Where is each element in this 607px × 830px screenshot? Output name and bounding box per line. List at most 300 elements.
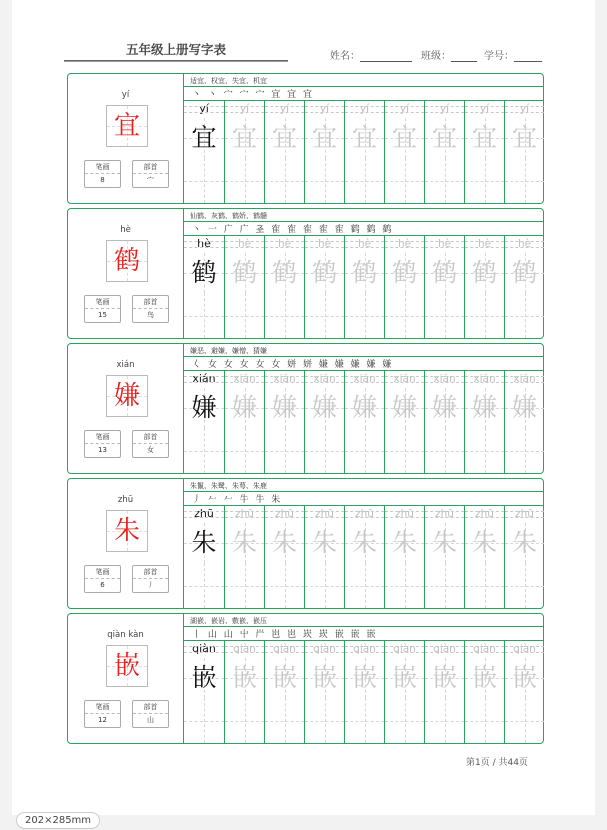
practice-area: [184, 479, 543, 608]
blank-writing-cell[interactable]: [305, 698, 344, 743]
trace-character: 嵌: [511, 663, 537, 692]
grid-guide: [385, 316, 424, 317]
stroke-count-box: [84, 565, 121, 593]
grid-guide: [265, 721, 304, 722]
practice-column[interactable]: [344, 235, 384, 338]
blank-writing-cell[interactable]: [305, 428, 344, 473]
writing-cell[interactable]: [505, 658, 544, 698]
pinyin-guide-line: [385, 517, 424, 518]
pinyin-guide-line: [184, 511, 224, 512]
practice-column[interactable]: [464, 235, 504, 338]
character-pinyin: yí: [121, 90, 130, 100]
practice-column[interactable]: [424, 100, 464, 203]
page-size-badge: 202×285mm: [16, 812, 100, 829]
character-display: 嵌: [113, 651, 140, 681]
blank-writing-cell[interactable]: [345, 563, 384, 608]
blank-writing-cell[interactable]: [345, 158, 384, 203]
character-info-panel: [68, 479, 184, 608]
practice-column[interactable]: [304, 640, 344, 743]
blank-writing-cell[interactable]: [465, 428, 504, 473]
character-block: [67, 208, 544, 339]
blank-writing-cell[interactable]: [265, 158, 304, 203]
pinyin-guide-line: [505, 106, 544, 107]
writing-cell[interactable]: [425, 658, 464, 698]
blank-writing-cell[interactable]: [425, 698, 464, 743]
pinyin-trace: hè: [437, 238, 452, 250]
blank-writing-cell[interactable]: [225, 293, 264, 338]
blank-writing-cell[interactable]: [385, 158, 424, 203]
pinyin-guide-line: [184, 646, 224, 647]
writing-cell[interactable]: [305, 253, 344, 293]
practice-column[interactable]: [224, 370, 264, 473]
practice-column[interactable]: [184, 505, 224, 608]
writing-cell[interactable]: [225, 523, 264, 563]
stroke-count-value: 13: [98, 446, 107, 454]
pinyin-guide-line: [225, 106, 264, 107]
writing-cell[interactable]: [505, 118, 544, 158]
pinyin-trace: hè: [237, 238, 252, 250]
grid-guide: [465, 316, 504, 317]
pinyin-guide-line: [305, 652, 344, 653]
blank-writing-cell[interactable]: [465, 698, 504, 743]
pinyin-trace: yí: [319, 103, 330, 115]
pinyin-guide-line: [505, 652, 544, 653]
trace-character: 宜: [311, 123, 337, 152]
pinyin-guide-line: [465, 382, 504, 383]
trace-character: 嫌: [351, 393, 377, 422]
practice-column[interactable]: [464, 100, 504, 203]
pinyin-guide-line: [305, 247, 344, 248]
pinyin-guide-line: [345, 247, 384, 248]
character-block: [67, 613, 544, 744]
writing-cell[interactable]: [265, 253, 304, 293]
model-character: 鹤: [191, 258, 217, 287]
pinyin-trace: zhū: [515, 508, 534, 520]
grid-guide: [225, 451, 264, 452]
pinyin-trace: yí: [399, 103, 410, 115]
blank-writing-cell[interactable]: [305, 293, 344, 338]
blank-writing-cell[interactable]: [265, 293, 304, 338]
character-display: 朱: [113, 516, 140, 546]
blank-writing-cell[interactable]: [505, 698, 544, 743]
pinyin-guide-line: [305, 646, 344, 647]
writing-cell[interactable]: [425, 253, 464, 293]
blank-writing-cell[interactable]: [385, 563, 424, 608]
blank-writing-cell[interactable]: [385, 428, 424, 473]
pinyin-guide-line: [465, 247, 504, 248]
practice-column[interactable]: [384, 505, 424, 608]
writing-cell[interactable]: [305, 523, 344, 563]
name-label: 姓名：: [330, 51, 360, 62]
pinyin-guide-line: [505, 376, 544, 377]
radical-label: 部首: [133, 161, 168, 174]
writing-cell[interactable]: [305, 658, 344, 698]
grid-guide: [265, 586, 304, 587]
trace-character: 嵌: [431, 663, 457, 692]
pinyin-guide-line: [425, 376, 464, 377]
writing-cell[interactable]: [465, 523, 504, 563]
grid-guide: [385, 181, 424, 182]
writing-cell[interactable]: [425, 388, 464, 428]
pinyin-trace: zhū: [355, 508, 374, 520]
practice-column[interactable]: [464, 370, 504, 473]
practice-column[interactable]: [504, 370, 544, 473]
practice-column[interactable]: [304, 370, 344, 473]
blank-writing-cell[interactable]: [425, 158, 464, 203]
grid-guide: [425, 721, 464, 722]
practice-column[interactable]: [344, 370, 384, 473]
practice-column[interactable]: [184, 100, 224, 203]
pinyin-guide-line: [465, 106, 504, 107]
pinyin-guide-line: [305, 517, 344, 518]
trace-character: 嫌: [311, 393, 337, 422]
writing-cell[interactable]: [465, 388, 504, 428]
character-display-box: [106, 510, 148, 552]
pinyin-trace: qiàn: [433, 643, 456, 655]
radical-label: 部首: [133, 566, 168, 579]
blank-writing-cell[interactable]: [265, 563, 304, 608]
pinyin-guide-line: [305, 106, 344, 107]
grid-guide: [305, 721, 344, 722]
writing-cell[interactable]: [225, 658, 264, 698]
writing-cell[interactable]: [345, 658, 384, 698]
writing-cell[interactable]: [184, 388, 224, 428]
pinyin-guide-line: [305, 112, 344, 113]
blank-writing-cell[interactable]: [184, 563, 224, 608]
trace-character: 朱: [311, 528, 337, 557]
trace-character: 宜: [391, 123, 417, 152]
grid-guide: [184, 316, 224, 317]
practice-column[interactable]: [464, 505, 504, 608]
radical-box: [132, 160, 169, 188]
trace-character: 嫌: [391, 393, 417, 422]
blank-writing-cell[interactable]: [225, 428, 264, 473]
pinyin-guide-line: [505, 517, 544, 518]
grid-guide: [265, 451, 304, 452]
pinyin-trace: qiàn: [393, 643, 416, 655]
pinyin-guide-line: [305, 241, 344, 242]
pinyin-guide-line: [505, 241, 544, 242]
practice-column[interactable]: [224, 640, 264, 743]
pinyin-trace: yí: [359, 103, 370, 115]
blank-writing-cell[interactable]: [345, 293, 384, 338]
writing-cell[interactable]: [385, 523, 424, 563]
writing-cell[interactable]: [225, 118, 264, 158]
id-field[interactable]: [484, 47, 542, 62]
writing-cell[interactable]: [305, 388, 344, 428]
writing-cell[interactable]: [265, 118, 304, 158]
writing-cell[interactable]: [345, 523, 384, 563]
grid-guide: [385, 586, 424, 587]
practice-grid: [184, 640, 544, 743]
practice-column[interactable]: [264, 370, 304, 473]
character-pinyin: hè: [120, 225, 131, 235]
pinyin-guide-line: [345, 382, 384, 383]
writing-cell[interactable]: [345, 388, 384, 428]
practice-column[interactable]: [504, 505, 544, 608]
pinyin-guide-line: [184, 652, 224, 653]
character-pinyin: qiàn kàn: [107, 630, 144, 640]
pinyin-trace: hè: [397, 238, 412, 250]
pinyin-guide-line: [225, 112, 264, 113]
radical-label: 部首: [133, 296, 168, 309]
writing-cell[interactable]: [425, 118, 464, 158]
stroke-order: 丿 𠂉 𠂉 牛 牛 朱: [192, 495, 283, 505]
name-field[interactable]: [330, 47, 412, 62]
trace-character: 宜: [511, 123, 537, 152]
writing-cell[interactable]: [225, 253, 264, 293]
pinyin-guide-line: [425, 241, 464, 242]
pinyin-guide-line: [225, 382, 264, 383]
practice-column[interactable]: [344, 505, 384, 608]
class-label: 班级：: [421, 51, 451, 62]
grid-guide: [184, 451, 224, 452]
grid-guide: [385, 451, 424, 452]
blank-writing-cell[interactable]: [184, 293, 224, 338]
pinyin-guide-line: [465, 652, 504, 653]
grid-guide: [345, 316, 384, 317]
radical-box: [132, 700, 169, 728]
writing-cell[interactable]: [184, 523, 224, 563]
writing-cell[interactable]: [265, 658, 304, 698]
writing-cell[interactable]: [465, 658, 504, 698]
practice-column[interactable]: [384, 235, 424, 338]
trace-character: 宜: [231, 123, 257, 152]
pinyin-guide-line: [225, 247, 264, 248]
trace-character: 鹤: [351, 258, 377, 287]
writing-cell[interactable]: [385, 388, 424, 428]
practice-column[interactable]: [504, 235, 544, 338]
trace-character: 鹤: [271, 258, 297, 287]
pinyin-guide-line: [225, 241, 264, 242]
title-underline: [64, 61, 288, 62]
grid-guide: [505, 586, 544, 587]
pinyin-trace: qiàn: [233, 643, 256, 655]
grid-guide: [184, 181, 224, 182]
writing-cell[interactable]: [465, 118, 504, 158]
pinyin-trace: yí: [279, 103, 290, 115]
practice-column[interactable]: [464, 640, 504, 743]
practice-column[interactable]: [184, 235, 224, 338]
writing-cell[interactable]: [184, 118, 224, 158]
blank-writing-cell[interactable]: [505, 428, 544, 473]
blank-writing-cell[interactable]: [345, 698, 384, 743]
writing-cell[interactable]: [265, 388, 304, 428]
practice-column[interactable]: [384, 640, 424, 743]
blank-writing-cell[interactable]: [465, 158, 504, 203]
writing-cell[interactable]: [465, 253, 504, 293]
practice-column[interactable]: [424, 505, 464, 608]
grid-guide: [345, 586, 384, 587]
practice-area: [184, 344, 543, 473]
pinyin-guide-line: [184, 112, 224, 113]
pinyin-guide-line: [265, 511, 304, 512]
pinyin-guide-line: [465, 646, 504, 647]
grid-guide: [345, 721, 384, 722]
pinyin-guide-line: [425, 106, 464, 107]
writing-cell[interactable]: [385, 658, 424, 698]
writing-cell[interactable]: [265, 523, 304, 563]
practice-column[interactable]: [184, 640, 224, 743]
practice-column[interactable]: [184, 370, 224, 473]
blank-writing-cell[interactable]: [425, 293, 464, 338]
practice-column[interactable]: [264, 505, 304, 608]
writing-cell[interactable]: [505, 388, 544, 428]
practice-column[interactable]: [384, 100, 424, 203]
pinyin-guide-line: [505, 646, 544, 647]
practice-column[interactable]: [304, 100, 344, 203]
blank-writing-cell[interactable]: [425, 563, 464, 608]
writing-cell[interactable]: [385, 118, 424, 158]
trace-character: 嵌: [391, 663, 417, 692]
practice-column[interactable]: [504, 640, 544, 743]
pinyin-guide-line: [385, 511, 424, 512]
radical-box: [132, 295, 169, 323]
practice-column[interactable]: [224, 100, 264, 203]
practice-column[interactable]: [344, 640, 384, 743]
grid-guide: [265, 316, 304, 317]
trace-character: 朱: [431, 528, 457, 557]
grid-guide: [184, 586, 224, 587]
blank-writing-cell[interactable]: [225, 698, 264, 743]
writing-cell[interactable]: [505, 253, 544, 293]
blank-writing-cell[interactable]: [465, 563, 504, 608]
pinyin-guide-line: [345, 241, 384, 242]
radical-value: 鸟: [147, 311, 154, 319]
pinyin-trace: yí: [519, 103, 530, 115]
pinyin-guide-line: [305, 376, 344, 377]
example-words: 湖嵌、嵌岩、敷嵌、嵌压: [190, 617, 267, 625]
practice-column[interactable]: [304, 505, 344, 608]
pinyin-guide-line: [505, 511, 544, 512]
trace-character: 宜: [471, 123, 497, 152]
blank-writing-cell[interactable]: [465, 293, 504, 338]
blank-writing-cell[interactable]: [345, 428, 384, 473]
grid-guide: [465, 586, 504, 587]
stroke-count-label: 笔画: [85, 296, 120, 309]
pinyin-guide-line: [225, 646, 264, 647]
blank-writing-cell[interactable]: [385, 293, 424, 338]
pinyin-guide-line: [425, 646, 464, 647]
writing-cell[interactable]: [385, 253, 424, 293]
practice-column[interactable]: [424, 235, 464, 338]
radical-box: [132, 430, 169, 458]
writing-cell[interactable]: [225, 388, 264, 428]
blank-writing-cell[interactable]: [505, 158, 544, 203]
pinyin-trace: hè: [517, 238, 532, 250]
trace-character: 嫌: [471, 393, 497, 422]
blank-writing-cell[interactable]: [265, 428, 304, 473]
pinyin-trace: zhū: [315, 508, 334, 520]
writing-cell[interactable]: [305, 118, 344, 158]
grid-guide: [425, 316, 464, 317]
trace-character: 嫌: [231, 393, 257, 422]
practice-column[interactable]: [264, 100, 304, 203]
practice-grid: [184, 505, 544, 608]
practice-column[interactable]: [384, 370, 424, 473]
pinyin-guide-line: [465, 376, 504, 377]
blank-writing-cell[interactable]: [505, 293, 544, 338]
pinyin-guide-line: [265, 106, 304, 107]
grid-guide: [425, 586, 464, 587]
radical-label: 部首: [133, 431, 168, 444]
trace-character: 朱: [471, 528, 497, 557]
writing-cell[interactable]: [184, 253, 224, 293]
practice-column[interactable]: [424, 640, 464, 743]
blank-writing-cell[interactable]: [385, 698, 424, 743]
practice-column[interactable]: [344, 100, 384, 203]
grid-guide: [505, 451, 544, 452]
pinyin-trace: yí: [479, 103, 490, 115]
grid-guide: [385, 721, 424, 722]
blank-writing-cell[interactable]: [505, 563, 544, 608]
pinyin-trace: hè: [477, 238, 492, 250]
blank-writing-cell[interactable]: [225, 158, 264, 203]
practice-column[interactable]: [504, 100, 544, 203]
trace-character: 朱: [271, 528, 297, 557]
id-line: [514, 51, 542, 62]
trace-character: 嵌: [471, 663, 497, 692]
pinyin-guide-line: [265, 652, 304, 653]
writing-cell[interactable]: [345, 253, 384, 293]
pinyin-trace: xián: [273, 373, 296, 385]
writing-cell[interactable]: [425, 523, 464, 563]
writing-cell[interactable]: [505, 523, 544, 563]
character-display: 嫌: [113, 381, 140, 411]
writing-cell[interactable]: [184, 658, 224, 698]
pinyin-guide-line: [425, 517, 464, 518]
grid-guide: [345, 181, 384, 182]
writing-cell[interactable]: [345, 118, 384, 158]
grid-guide: [225, 586, 264, 587]
blank-writing-cell[interactable]: [184, 158, 224, 203]
pinyin-guide-line: [225, 376, 264, 377]
practice-column[interactable]: [264, 640, 304, 743]
pinyin-trace: yí: [239, 103, 250, 115]
blank-writing-cell[interactable]: [305, 158, 344, 203]
trace-character: 鹤: [391, 258, 417, 287]
practice-column[interactable]: [224, 505, 264, 608]
trace-character: 鹤: [511, 258, 537, 287]
blank-writing-cell[interactable]: [265, 698, 304, 743]
blank-writing-cell[interactable]: [184, 428, 224, 473]
blank-writing-cell[interactable]: [425, 428, 464, 473]
practice-grid: [184, 370, 544, 473]
stroke-order: 𡿨 女 女 女 女 女 姘 姘 嫌 嫌 嫌 嫌 嫌: [192, 360, 394, 370]
class-field[interactable]: [421, 47, 477, 62]
blank-writing-cell[interactable]: [184, 698, 224, 743]
trace-character: 嵌: [271, 663, 297, 692]
stroke-count-box: [84, 430, 121, 458]
practice-column[interactable]: [224, 235, 264, 338]
pinyin-trace: qiàn: [313, 643, 336, 655]
practice-column[interactable]: [264, 235, 304, 338]
grid-guide: [505, 316, 544, 317]
trace-character: 鹤: [471, 258, 497, 287]
stroke-count-value: 12: [98, 716, 107, 724]
stroke-count-label: 笔画: [85, 431, 120, 444]
character-block: [67, 73, 544, 204]
blank-writing-cell[interactable]: [305, 563, 344, 608]
pinyin-guide-line: [505, 382, 544, 383]
pinyin-guide-line: [425, 652, 464, 653]
grid-guide: [225, 721, 264, 722]
practice-column[interactable]: [424, 370, 464, 473]
blank-writing-cell[interactable]: [225, 563, 264, 608]
model-character: 嵌: [191, 663, 217, 692]
grid-guide: [265, 181, 304, 182]
practice-column[interactable]: [304, 235, 344, 338]
